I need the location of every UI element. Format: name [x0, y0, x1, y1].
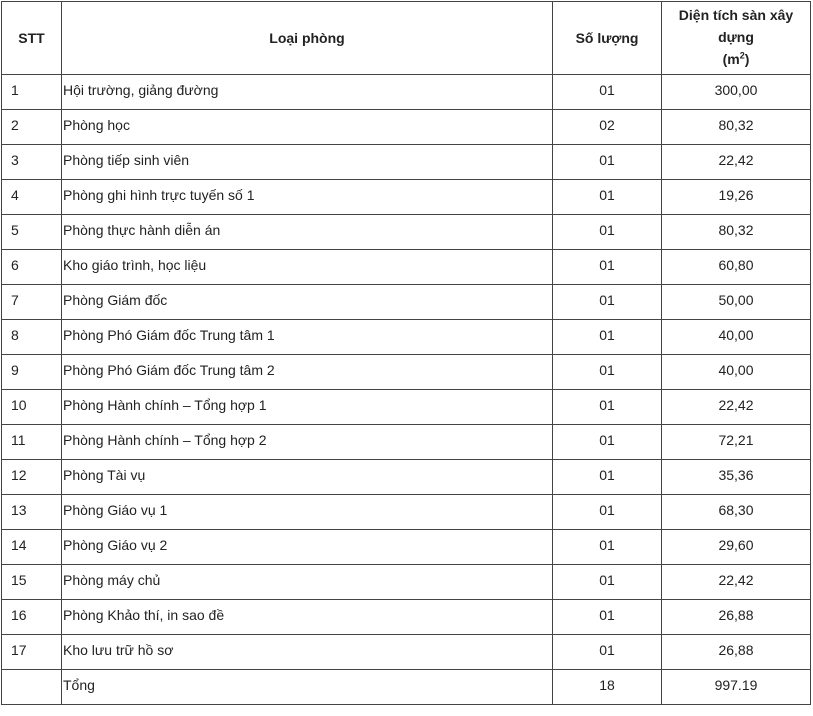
cell-room-type: Phòng học: [62, 110, 553, 145]
cell-room-type: Phòng Phó Giám đốc Trung tâm 2: [62, 355, 553, 390]
cell-room-type: Phòng Tài vụ: [62, 460, 553, 495]
cell-area: 26,88: [662, 635, 811, 670]
cell-room-type: Phòng Phó Giám đốc Trung tâm 1: [62, 320, 553, 355]
table-row: [2, 250, 811, 285]
cell-stt: 12: [2, 460, 62, 495]
cell-quantity: 01: [553, 530, 662, 565]
cell-area: 22,42: [662, 145, 811, 180]
cell-room-type: Kho lưu trữ hồ sơ: [62, 635, 553, 670]
table-row: [2, 600, 811, 635]
cell-stt: 17: [2, 635, 62, 670]
table-row: [2, 145, 811, 180]
cell-room-type: Tổng: [62, 670, 553, 705]
cell-room-type: Phòng Giám đốc: [62, 285, 553, 320]
cell-quantity: 01: [553, 635, 662, 670]
cell-stt: 16: [2, 600, 62, 635]
cell-quantity: 02: [553, 110, 662, 145]
cell-quantity: 01: [553, 355, 662, 390]
table-row: [2, 425, 811, 460]
header-room-type: Loại phòng: [62, 2, 553, 75]
cell-stt: 3: [2, 145, 62, 180]
table-row: [2, 215, 811, 250]
cell-area: 997.19: [662, 670, 811, 705]
table-row: [2, 530, 811, 565]
cell-room-type: Phòng Hành chính – Tổng hợp 1: [62, 390, 553, 425]
cell-stt: 13: [2, 495, 62, 530]
cell-quantity: 18: [553, 670, 662, 705]
cell-area: 60,80: [662, 250, 811, 285]
header-area-label: Diện tích sàn xây dựng: [678, 7, 794, 45]
cell-area: 26,88: [662, 600, 811, 635]
cell-quantity: 01: [553, 495, 662, 530]
table-row: [2, 635, 811, 670]
table-row: [2, 390, 811, 425]
table-header: [2, 2, 811, 75]
cell-room-type: Phòng máy chủ: [62, 565, 553, 600]
room-area-table: [1, 1, 811, 705]
cell-area: 80,32: [662, 110, 811, 145]
cell-stt: 14: [2, 530, 62, 565]
cell-area: 19,26: [662, 180, 811, 215]
cell-area: 50,00: [662, 285, 811, 320]
cell-room-type: Phòng Giáo vụ 2: [62, 530, 553, 565]
table-row: [2, 355, 811, 390]
cell-stt: 5: [2, 215, 62, 250]
cell-stt: 8: [2, 320, 62, 355]
table-body: [2, 75, 811, 705]
cell-stt: 4: [2, 180, 62, 215]
cell-stt: 6: [2, 250, 62, 285]
total-row: [2, 670, 811, 705]
cell-quantity: 01: [553, 390, 662, 425]
cell-stt: 2: [2, 110, 62, 145]
cell-room-type: Phòng tiếp sinh viên: [62, 145, 553, 180]
cell-area: 22,42: [662, 565, 811, 600]
cell-area: 80,32: [662, 215, 811, 250]
cell-room-type: Phòng ghi hình trực tuyến số 1: [62, 180, 553, 215]
cell-quantity: 01: [553, 320, 662, 355]
table-row: [2, 460, 811, 495]
cell-stt: 15: [2, 565, 62, 600]
table-row: [2, 285, 811, 320]
cell-area: 40,00: [662, 355, 811, 390]
cell-stt: 10: [2, 390, 62, 425]
cell-room-type: Phòng Hành chính – Tổng hợp 2: [62, 425, 553, 460]
cell-room-type: Phòng Giáo vụ 1: [62, 495, 553, 530]
cell-stt: [2, 670, 62, 705]
cell-room-type: Hội trường, giảng đường: [62, 75, 553, 110]
cell-quantity: 01: [553, 425, 662, 460]
cell-area: 300,00: [662, 75, 811, 110]
header-area: [662, 2, 811, 75]
cell-quantity: 01: [553, 215, 662, 250]
table-row: [2, 565, 811, 600]
cell-quantity: 01: [553, 75, 662, 110]
table-row: [2, 75, 811, 110]
cell-stt: 11: [2, 425, 62, 460]
table-row: [2, 320, 811, 355]
table-row: [2, 495, 811, 530]
cell-quantity: 01: [553, 460, 662, 495]
table-row: [2, 180, 811, 215]
header-area-unit: $(m^2)$: [722, 50, 750, 67]
header-stt: STT: [2, 2, 62, 75]
cell-area: 68,30: [662, 495, 811, 530]
cell-area: 72,21: [662, 425, 811, 460]
cell-quantity: 01: [553, 180, 662, 215]
cell-area: 22,42: [662, 390, 811, 425]
table-row: [2, 110, 811, 145]
cell-room-type: Phòng Khảo thí, in sao đề: [62, 600, 553, 635]
cell-area: 40,00: [662, 320, 811, 355]
cell-quantity: 01: [553, 565, 662, 600]
cell-quantity: 01: [553, 145, 662, 180]
cell-stt: 7: [2, 285, 62, 320]
cell-quantity: 01: [553, 285, 662, 320]
cell-stt: 9: [2, 355, 62, 390]
cell-quantity: 01: [553, 600, 662, 635]
cell-room-type: Kho giáo trình, học liệu: [62, 250, 553, 285]
header-row: [2, 2, 811, 75]
cell-area: 35,36: [662, 460, 811, 495]
cell-stt: 1: [2, 75, 62, 110]
cell-room-type: Phòng thực hành diễn án: [62, 215, 553, 250]
cell-quantity: 01: [553, 250, 662, 285]
header-quantity: Số lượng: [553, 2, 662, 75]
cell-area: 29,60: [662, 530, 811, 565]
